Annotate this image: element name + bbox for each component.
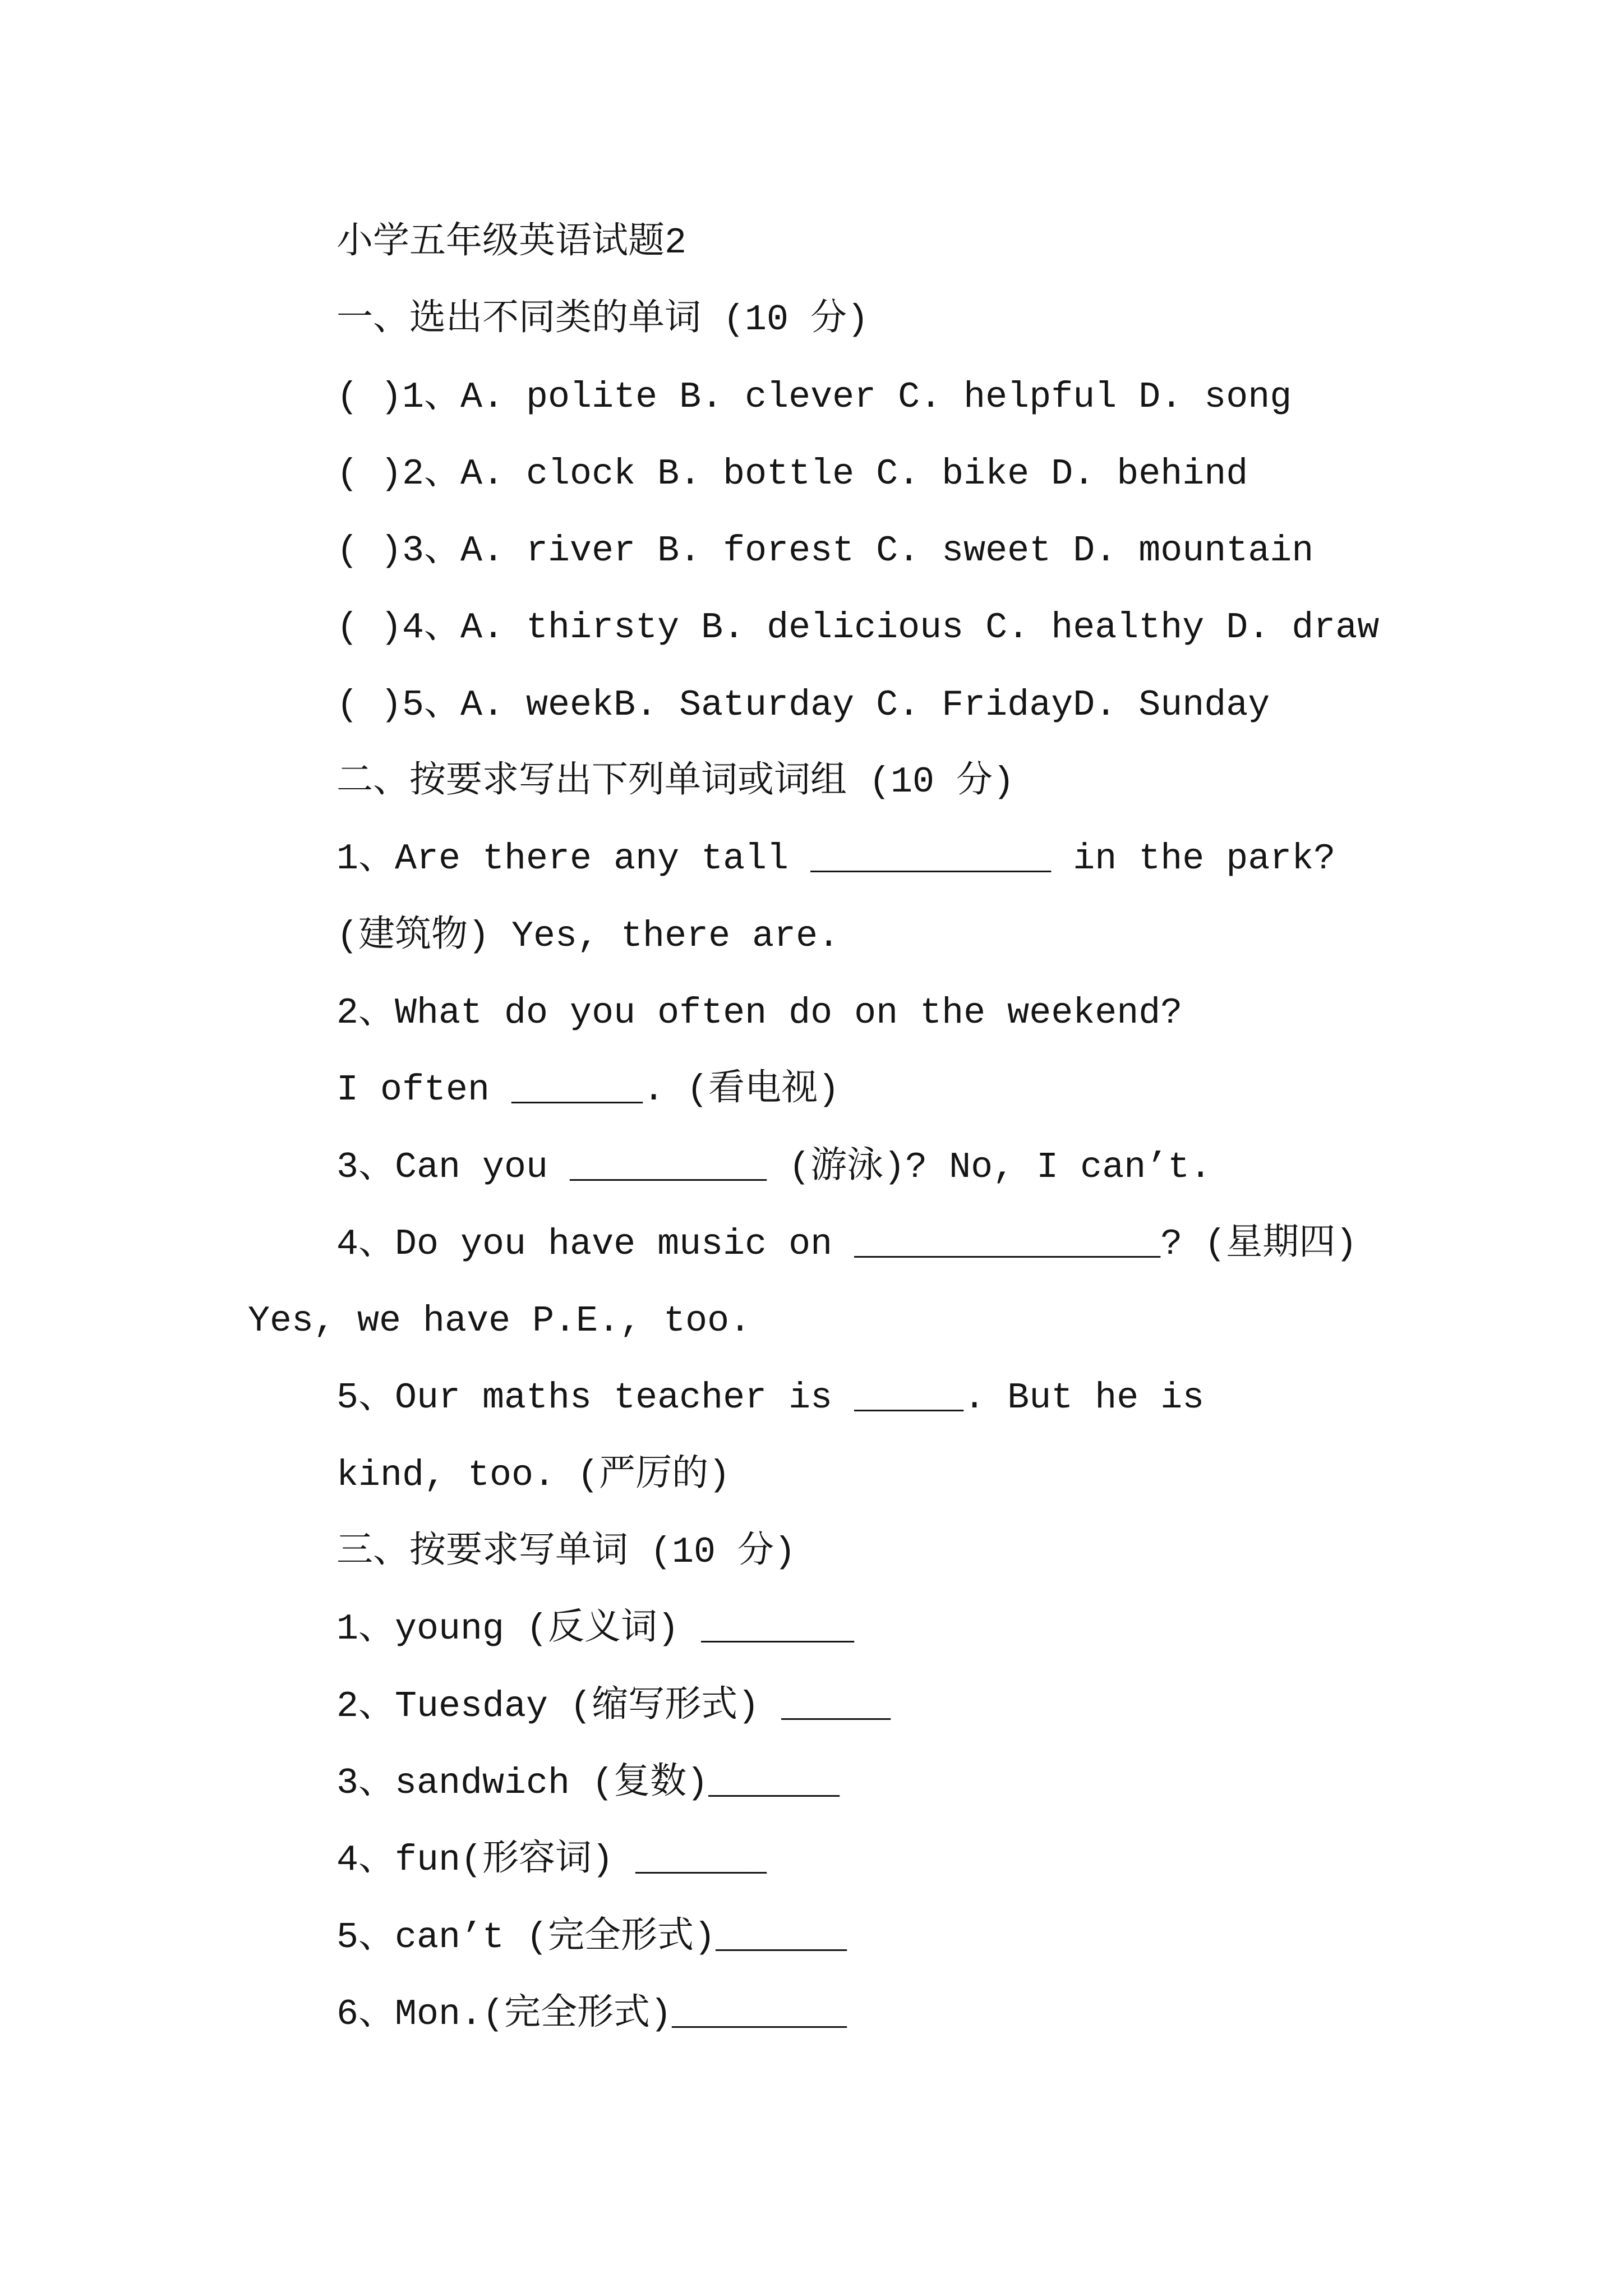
section-2-question-4-line-1: 4、Do you have music on ______________? (星期四) bbox=[336, 1223, 1358, 1265]
section-2-question-1-line-1: 1、Are there any tall ___________ in the park? bbox=[336, 838, 1336, 880]
section-3-question-2: 2、Tuesday (缩写形式) _____ bbox=[336, 1685, 891, 1727]
section-3-question-1: 1、young (反义词) _______ bbox=[336, 1608, 855, 1650]
section-1-question-5: ( )5、A. weekB. Saturday C. FridayD. Sunday bbox=[336, 684, 1270, 726]
section-2-question-1-line-2: (建筑物) Yes, there are. bbox=[336, 915, 840, 957]
exam-title: 小学五年级英语试题2 bbox=[336, 222, 687, 264]
exam-content bbox=[248, 205, 1380, 2053]
section-2-question-2-line-2: I often ______. (看电视) bbox=[336, 1069, 840, 1111]
section-1-question-3: ( )3、A. river B. forest C. sweet D. mountain bbox=[336, 530, 1314, 572]
section-2-question-4-line-2: Yes, we have P.E., too. bbox=[248, 1300, 751, 1342]
section-3-question-5: 5、can’t (完全形式)______ bbox=[336, 1916, 847, 1958]
section-2-question-2-line-1: 2、What do you often do on the weekend? bbox=[336, 992, 1183, 1034]
section-3-question-6: 6、Mon.(完全形式)________ bbox=[336, 1993, 847, 2035]
section-2-question-5-line-2: kind, too. (严厉的) bbox=[336, 1454, 731, 1496]
section-1-question-4: ( )4、A. thirsty B. delicious C. healthy D. draw bbox=[336, 607, 1380, 649]
section-3-question-3: 3、sandwich (复数)______ bbox=[336, 1762, 840, 1804]
section-2-heading: 二、按要求写出下列单词或词组 (10 分) bbox=[336, 761, 1015, 803]
section-2-question-3: 3、Can you _________ (游泳)? No, I can’t. bbox=[336, 1146, 1212, 1188]
section-1-question-1: ( )1、A. polite B. clever C. helpful D. song bbox=[336, 376, 1292, 418]
section-3-heading: 三、按要求写单词 (10 分) bbox=[336, 1531, 796, 1573]
section-1-question-2: ( )2、A. clock B. bottle C. bike D. behind bbox=[336, 453, 1248, 495]
section-3-question-4: 4、fun(形容词) ______ bbox=[336, 1839, 767, 1881]
section-1-heading: 一、选出不同类的单词 (10 分) bbox=[336, 299, 869, 341]
section-2-question-5-line-1: 5、Our maths teacher is _____. But he is bbox=[336, 1377, 1205, 1419]
